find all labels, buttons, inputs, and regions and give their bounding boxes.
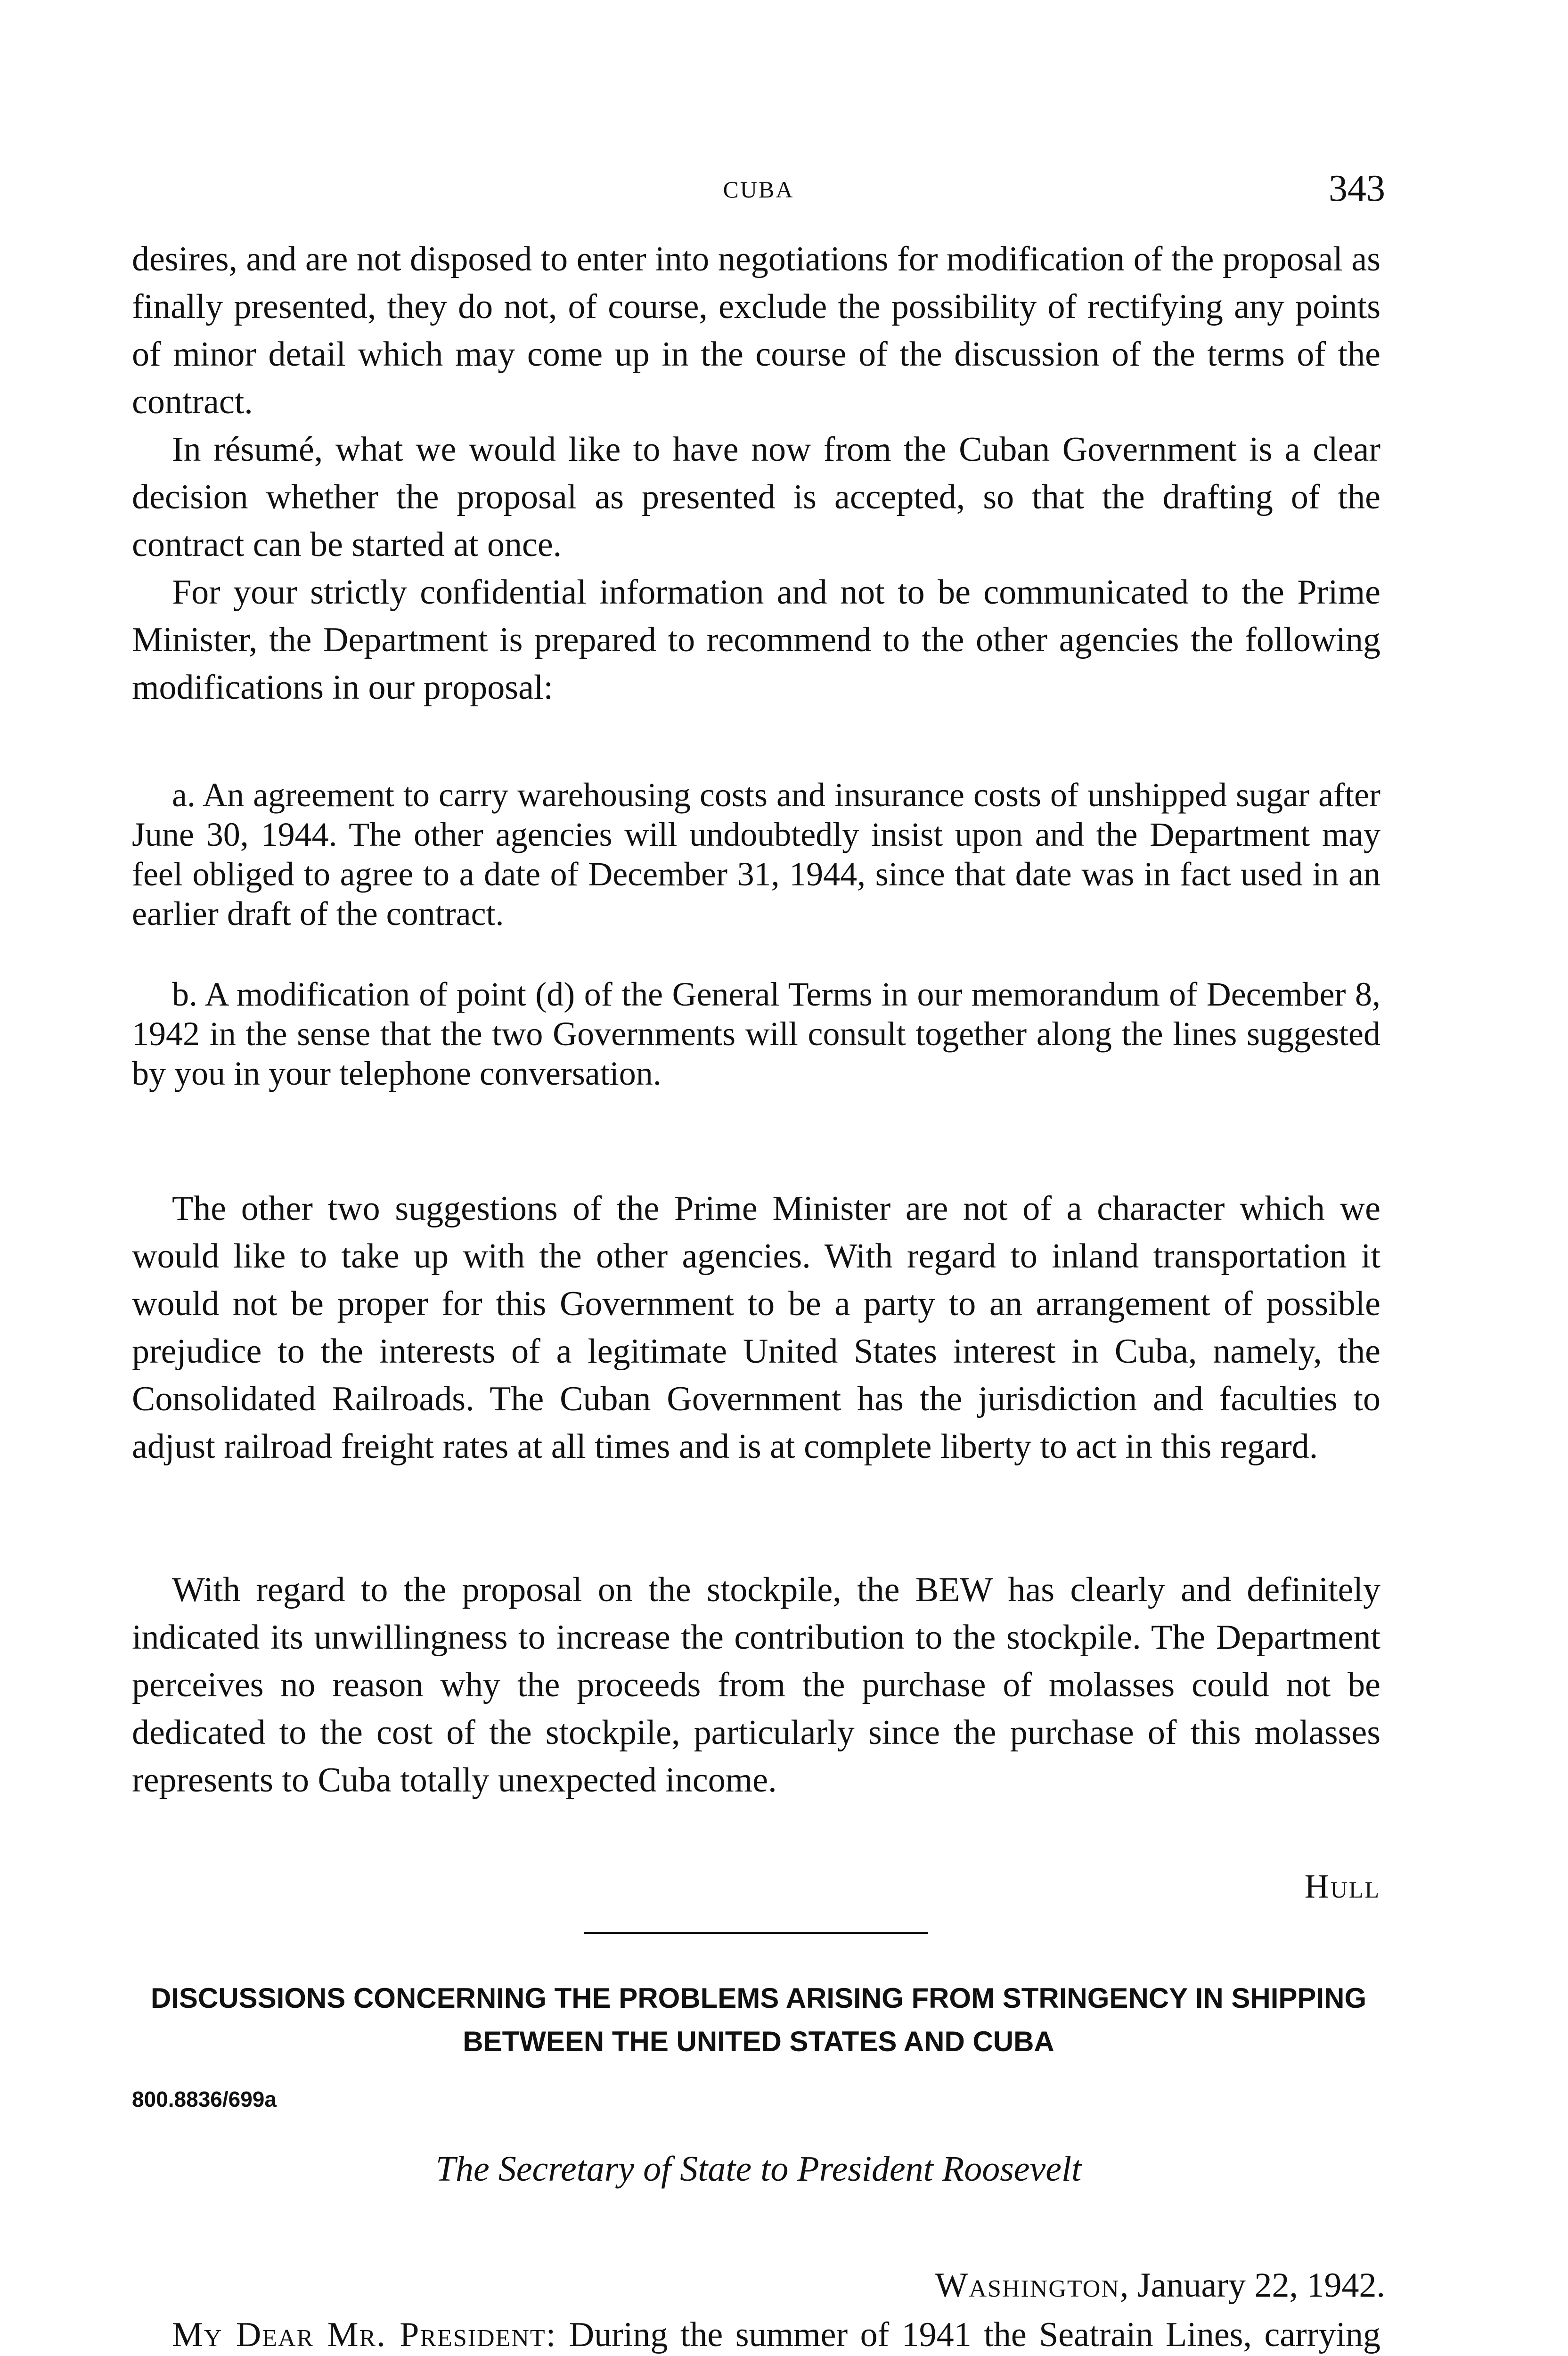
dateline-place: Washington [935,2266,1120,2305]
section-divider [584,1932,928,1934]
paragraph-stockpile: With regard to the proposal on the stockpile, the BEW has clearly and definitely indicated its unwillingness to increase the contribution to the stockpile. The Department perceives no reason why the proceeds from the purchase of molasses could not be dedicated to the cost of the stockpile, particularly since the purchase of this molasses represents to Cuba totally unexpected income. [132,1571,1380,1800]
paragraph-continuation: desires, and are not disposed to enter into negotiations for modification of the proposal as finally presented, they do not, of course, exclude the possibility of rectifying any points of minor detail which may come up in the course of the discussion of the terms of the contract. [132,240,1380,421]
file-number: 800.8836/699a [132,2087,277,2111]
letter-body: During the summer of 1941 the Seatrain Lines, carrying [569,2315,1381,2354]
running-head: CUBA [723,176,794,203]
letter-opening [132,2311,1380,2356]
modification-item-a: a. An agreement to carry warehousing costs and insurance costs of unshipped sugar after June 30, 1944. The other agencies will undoubtedly insist upon and the Department may feel obliged to agree to a date of December 31, 1944, since that date was in fact used in an earlier draft of the contract. [132,776,1380,933]
paragraph-other-suggestions: The other two suggestions of the Prime Minister are not of a character which we would like to take up with the other agencies. With regard to inland transportation it would not be proper for this Government to be a party to an arrangement of possible prejudice to the interests of a legitimate United States interest in Cuba, namely, the Consolidated Railroads. The Cuban Government has the jurisdiction and faculties to adjust railroad freight rates at all times and is at complete liberty to act in this regard. [132,1189,1380,1466]
paragraph-confidential: For your strictly confidential information and not to be communicated to the Prime Minister, the Department is prepared to recommend to the other agencies the following modifications in our proposal: [132,573,1380,707]
document-title: The Secretary of State to President Roosevelt [435,2149,1082,2189]
modification-item-b: b. A modification of point (d) of the General Terms in our memorandum of December 8, 1942 in the sense that the two Governments will consult together along the lines suggested by you in your telephone conversation. [132,975,1380,1092]
signature: Hull [1304,1867,1380,1905]
page-header [132,167,1385,209]
section-title: DISCUSSIONS CONCERNING THE PROBLEMS ARISING FROM STRINGENCY IN SHIPPING BETWEEN THE UNITED STATES AND CUBA [150,1982,1367,2057]
dateline-date: , January 22, 1942. [1119,2266,1385,2305]
dateline [935,2266,1385,2306]
page-number: 343 [1329,168,1385,209]
salutation: My Dear Mr. President: [172,2315,557,2354]
paragraph-resume: In résumé, what we would like to have now from the Cuban Government is a clear decision whether the proposal as presented is accepted, so that the drafting of the contract can be started at once. [132,430,1380,564]
